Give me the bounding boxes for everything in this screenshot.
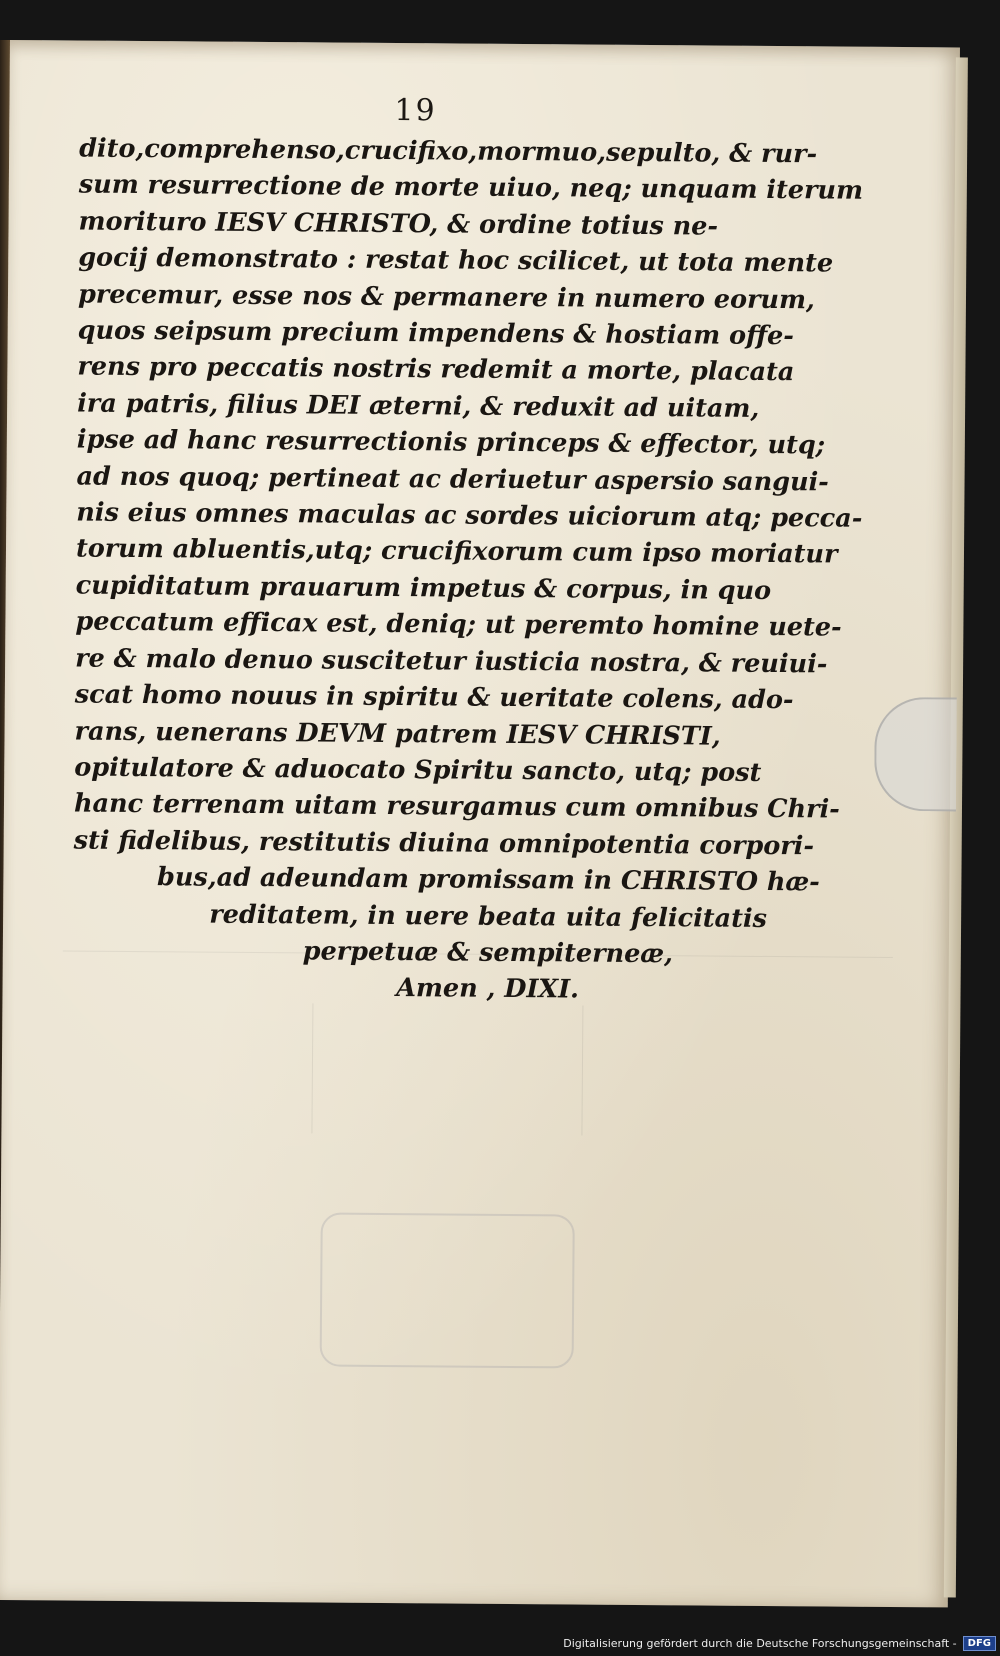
library-stamp-bleed-through — [320, 1212, 575, 1368]
text-line: morituro IESV CHRISTO, & ordine totius ne- — [78, 206, 719, 242]
text-line: rans, uenerans DEVM patrem IESV CHRISTI, — [74, 716, 721, 752]
text-line: torum abluentis,utq; crucifixorum cum ipso moriatur — [75, 534, 838, 570]
text-line: re & malo denuo suscitetur iusticia nostra, & reuiui- — [75, 643, 828, 680]
text-line: scat homo nouus in spiritu & ueritate colens, ado- — [74, 679, 794, 716]
text-line: ira patris, filius DEI æterni, & reduxit ad uitam, — [77, 388, 760, 424]
text-line: ipse ad hanc resurrectionis princeps & effector, utq; — [76, 424, 826, 461]
body-text — [72, 131, 909, 1011]
text-line: cupiditatum prauarum impetus & corpus, in quo — [75, 570, 772, 606]
text-line: rens pro peccatis nostris redemit a morte, placata — [77, 351, 795, 388]
credit-text: Digitalisierung gefördert durch die Deutsche Forschungsgemeinschaft - — [563, 1636, 957, 1650]
text-line: sum resurrectione de morte uiuo, neq; unquam iterum — [78, 169, 864, 207]
text-line: opitulatore & aduocato Spiritu sancto, utq; post — [74, 752, 762, 788]
text-line: perpetuæ & sempiterneæ, — [302, 936, 674, 970]
digitization-credit — [563, 1634, 996, 1652]
page-edge — [944, 57, 968, 1597]
text-line: sti fidelibus, restitutis diuina omnipotentia corpori- — [73, 825, 815, 862]
text-line: hanc terrenam uitam resurgamus cum omnibus Chri- — [73, 788, 840, 825]
text-line: peccatum efficax est, deniq; ut peremto homine uete- — [75, 606, 842, 643]
book-page — [0, 40, 960, 1607]
text-line: gocij demonstrato : restat hoc scilicet, ut tota mente — [78, 242, 834, 279]
text-line: nis eius omnes maculas ac sordes uiciorum atq; pecca- — [76, 497, 863, 534]
text-line: dito,comprehenso,crucifixo,mormuo,sepulto, & rur- — [79, 133, 818, 170]
text-line: bus,ad adeundam promissam in CHRISTO hæ- — [156, 862, 820, 898]
page-number: 19 — [394, 93, 437, 129]
dfg-logo: DFG — [963, 1636, 996, 1651]
text-line: precemur, esse nos & permanere in numero eorum, — [77, 279, 815, 315]
text-line: ad nos quoq; pertineat ac deriuetur aspersio sangui- — [76, 461, 829, 498]
text-line: reditatem, in uere beata uita felicitatis — [209, 899, 768, 934]
closing-line: Amen , DIXI. — [396, 973, 580, 1005]
text-line: quos seipsum precium impendens & hostiam offe- — [77, 315, 795, 352]
